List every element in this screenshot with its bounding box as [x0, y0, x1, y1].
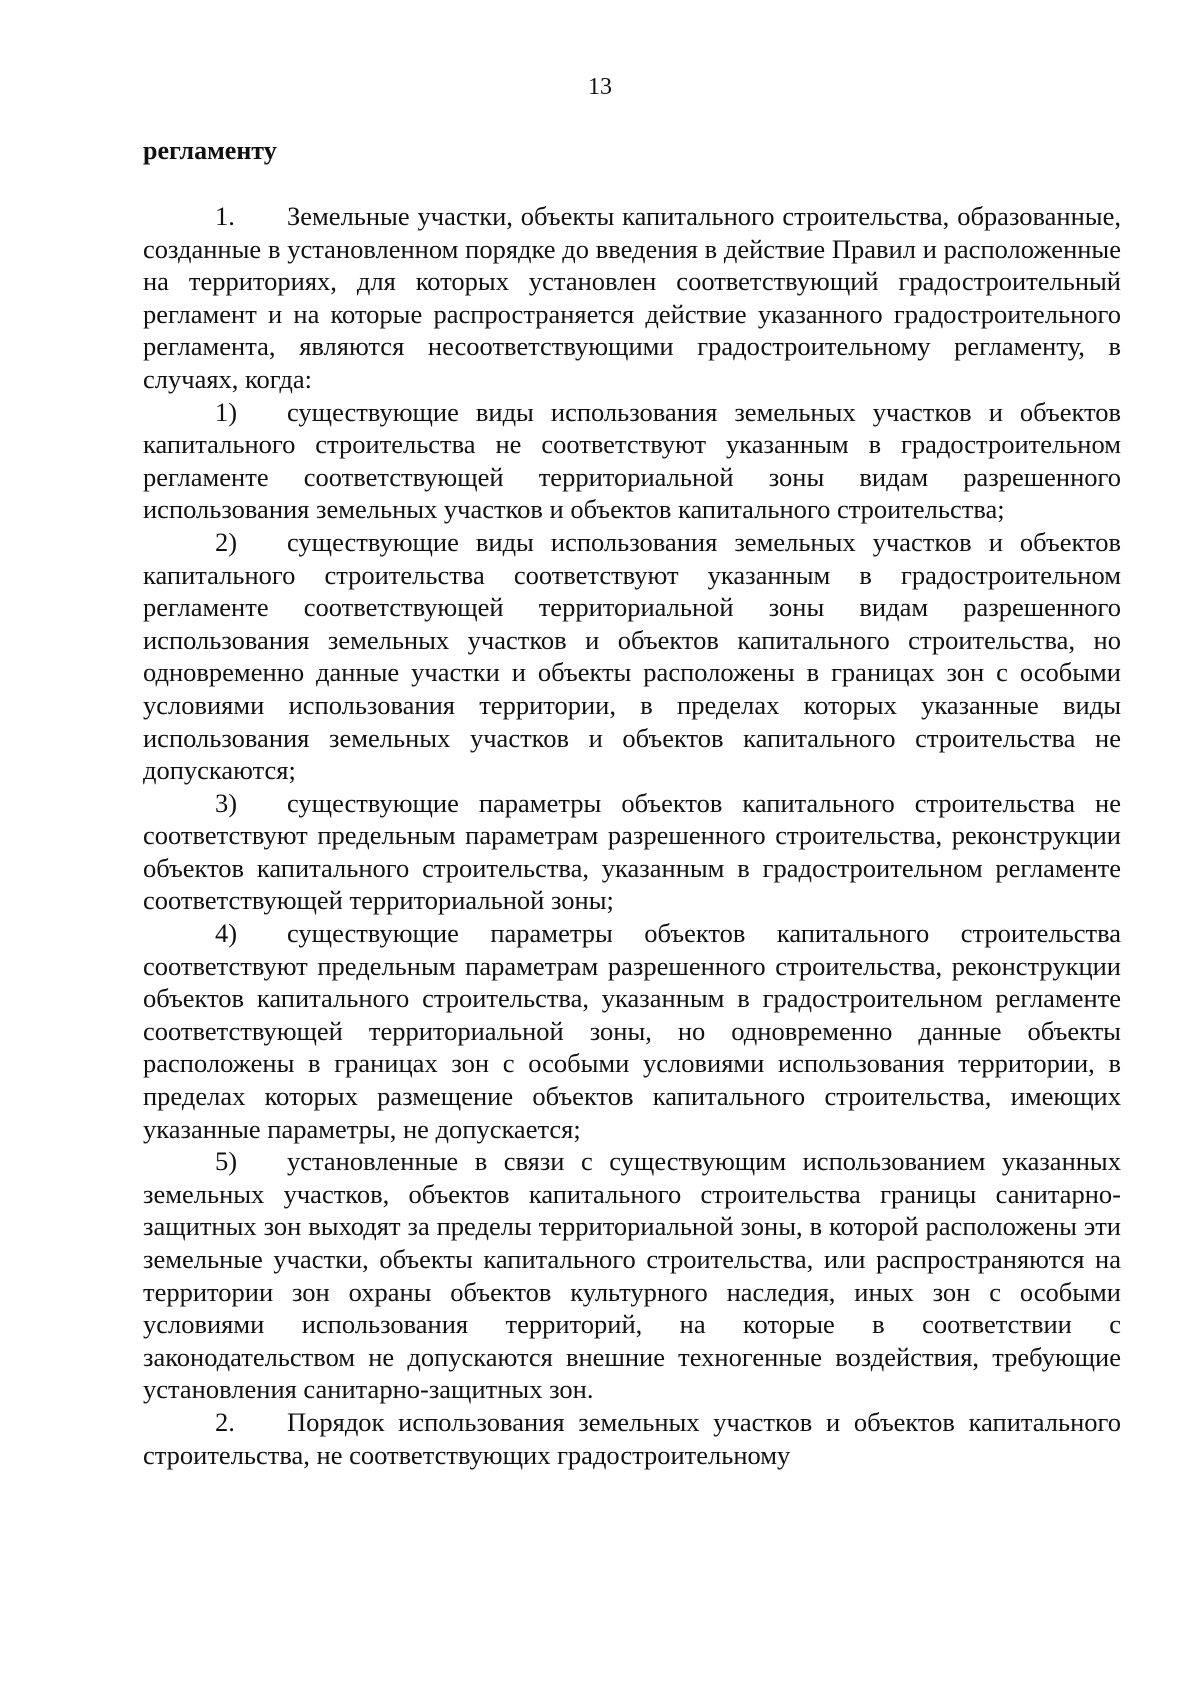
paragraph-number: 2) — [215, 526, 238, 557]
paragraph-2 — [143, 1406, 1121, 1471]
paragraph-text: существующие виды использования земельных участков и объектов капитального строительства соответствуют указанным в градостроительном регламенте соответствующей территориальной зоны видам разрешенного использования земельных участков и объектов капитального строительства, но одновременно данные участки и объекты расположены в границах зон с особыми условиями использования территории, в пределах которых указанные виды использования земельных участков и объектов капитального строительства не допускаются; — [143, 526, 1121, 786]
paragraph-1-4 — [143, 917, 1121, 1145]
paragraph-text: установленные в связи с существующим использованием указанных земельных участков, объектов капитального строительства границы санитарно-защитных зон выходят за пределы территориальной зоны, в которой расположены эти земельные участки, объекты капитального строительства, или распространяются на территории зон охраны объектов культурного наследия, иных зон с особыми условиями использования территорий, на которые в соответствии с законодательством не допускаются внешние техногенные воздействия, требующие установления санитарно-защитных зон. — [143, 1146, 1121, 1405]
paragraph-number: 1) — [215, 396, 238, 427]
paragraph-text: Порядок использования земельных участков и объектов капитального строительства, не соответствующих градостроительному — [143, 1406, 1121, 1470]
paragraph-number: 2. — [215, 1406, 235, 1437]
paragraph-text: существующие параметры объектов капитального строительства не соответствуют предельным параметрам разрешенного строительства, реконструкции объектов капитального строительства, указанным в градостроительном регламенте соответствующей территориальной зоны; — [143, 787, 1121, 916]
page-number: 13 — [588, 74, 612, 100]
paragraph-1-2 — [143, 526, 1121, 787]
paragraph-number: 1. — [215, 201, 235, 231]
paragraph-number: 4) — [215, 918, 238, 949]
paragraph-1-5 — [143, 1145, 1121, 1406]
paragraph-text: Земельные участки, объекты капитального строительства, образованные, созданные в установленном порядке до введения в действие Правил и расположенные на территориях, для которых установлен соответствующий градостроительный регламент и на которые распространяется действие указанного градостроительного регламента, являются несоответствующими градостроительному регламенту, в случаях, когда: — [143, 201, 1121, 394]
section-heading: регламенту — [143, 136, 277, 165]
paragraph-1-3 — [143, 787, 1121, 917]
paragraph-number: 3) — [215, 787, 238, 818]
body-text — [143, 200, 1121, 1471]
paragraph-number: 5) — [215, 1146, 238, 1177]
paragraph-text: существующие виды использования земельных участков и объектов капитального строительства не соответствуют указанным в градостроительном регламенте соответствующей территориальной зоны видам разрешенного использования земельных участков и объектов капитального строительства; — [143, 396, 1121, 525]
paragraph-1 — [143, 200, 1121, 396]
paragraph-text: существующие параметры объектов капитального строительства соответствуют предельным параметрам разрешенного строительства, реконструкции объектов капитального строительства, указанным в градостроительном регламенте соответствующей территориальной зоны, но одновременно данные объекты расположены в границах зон с особыми условиями использования территории, в пределах которых размещение объектов капитального строительства, имеющих указанные параметры, не допускается; — [143, 918, 1121, 1144]
paragraph-1-1 — [143, 396, 1121, 526]
